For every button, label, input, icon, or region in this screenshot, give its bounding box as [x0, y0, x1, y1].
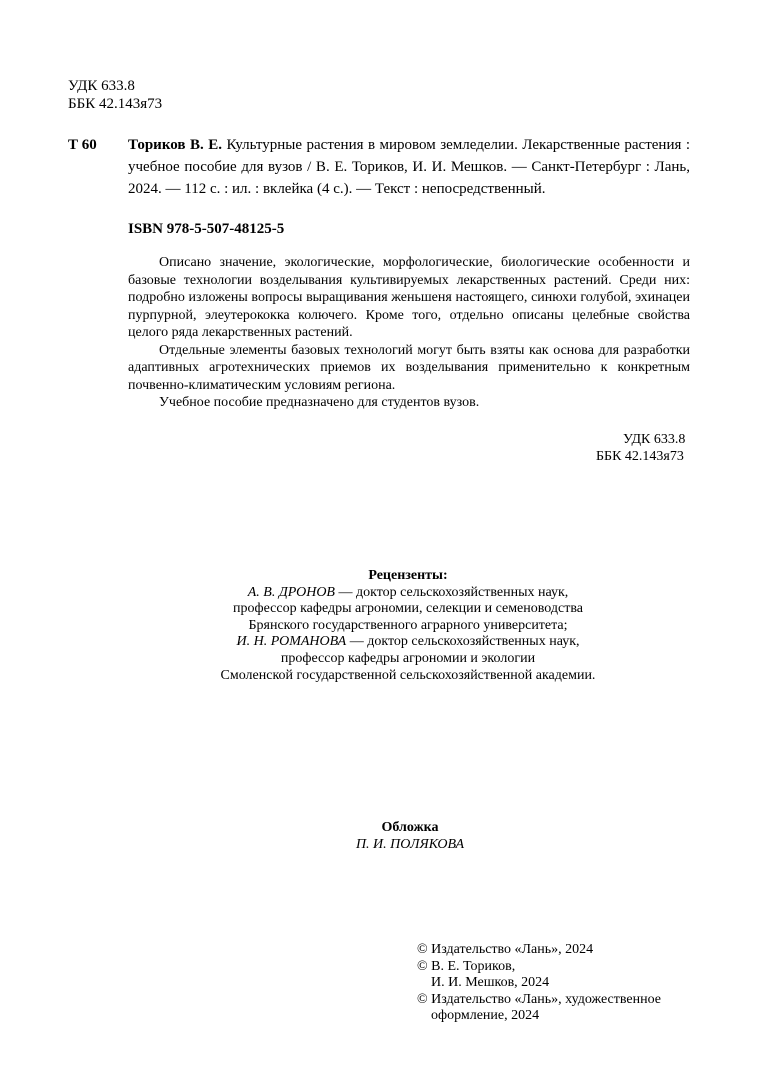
udk-bbk-footer: [596, 432, 690, 465]
reviewer-name: И. Н. РОМАНОВА: [236, 634, 347, 650]
bbk-code: ББК 42.143я73: [68, 96, 163, 112]
bbk-code: ББК 42.143я73: [596, 448, 684, 464]
author-name: Ториков В. Е.: [128, 137, 222, 153]
abstract-paragraph: Учебное пособие предназначено для студентов вузов.: [159, 395, 480, 410]
udk-code: УДК 633.8: [68, 78, 135, 94]
copyright-line: И. И. Мешков, 2024: [431, 975, 550, 990]
author-cipher: Т 60: [68, 137, 97, 153]
copyright-line: © Издательство «Лань», художественное: [417, 991, 661, 1007]
reviewer-2: [180, 634, 636, 651]
reviewer-position: профессор кафедры агрономии, селекции и семеноводства: [233, 601, 583, 617]
copyright-line: оформление, 2024: [431, 1008, 540, 1023]
cover-credit: [250, 819, 570, 853]
copyright-block: [417, 942, 667, 1025]
cover-artist: П. И. ПОЛЯКОВА: [355, 837, 465, 852]
reviewer-name: А. В. ДРОНОВ: [247, 584, 335, 600]
copyright-line: © Издательство «Лань», 2024: [417, 942, 594, 957]
reviewers-block: [180, 568, 636, 684]
reviewers-heading: Рецензенты:: [368, 568, 448, 583]
reviewer-position: профессор кафедры агрономии и экологии: [280, 650, 536, 666]
isbn: ISBN 978-5-507-48125-5: [128, 221, 285, 237]
reviewer-affiliation: Брянского государственного аграрного университета;: [248, 617, 568, 633]
bibliographic-text: Культурные растения в мировом земледелии. Лекарственные растения : учебное пособие для вузов / В. Е. Ториков, И. И. Мешков. — Санкт-Петербург : Лань, 2024. — 112 с. : ил. : вклейка (4 с.). — Текст : непосредственный.: [128, 137, 691, 197]
copyright-line: © В. Е. Ториков,: [417, 958, 516, 974]
udk-bbk-header: [68, 77, 162, 113]
abstract: [128, 254, 690, 412]
cover-heading: Обложка: [381, 820, 439, 835]
reviewer-1: [180, 585, 636, 602]
reviewer-degree: — доктор сельскохозяйственных наук,: [334, 584, 569, 600]
bibliographic-record: [128, 134, 690, 200]
reviewer-affiliation: Смоленской государственной сельскохозяйственной академии.: [220, 667, 596, 683]
reviewer-degree: — доктор сельскохозяйственных наук,: [346, 634, 580, 650]
abstract-paragraph: Отдельные элементы базовых технологий могут быть взяты как основа для разработки адаптивных агротехнических приемов их возделывания применительно к конкретным почвенно-климатическим условиям региона.: [128, 342, 690, 393]
udk-code: УДК 633.8: [623, 432, 686, 447]
abstract-paragraph: Описано значение, экологические, морфологические, биологические особенности и базовые технологии возделывания культивируемых лекарственных растений. Среди них: подробно изложены вопросы выращивания женьшеня настоящего, синюхи голубой, эхинацеи пурпурной, элеутерококка колючего. Кроме того, отдельно описаны целебные свойства целого ряда лекарственных растений.: [128, 255, 690, 340]
